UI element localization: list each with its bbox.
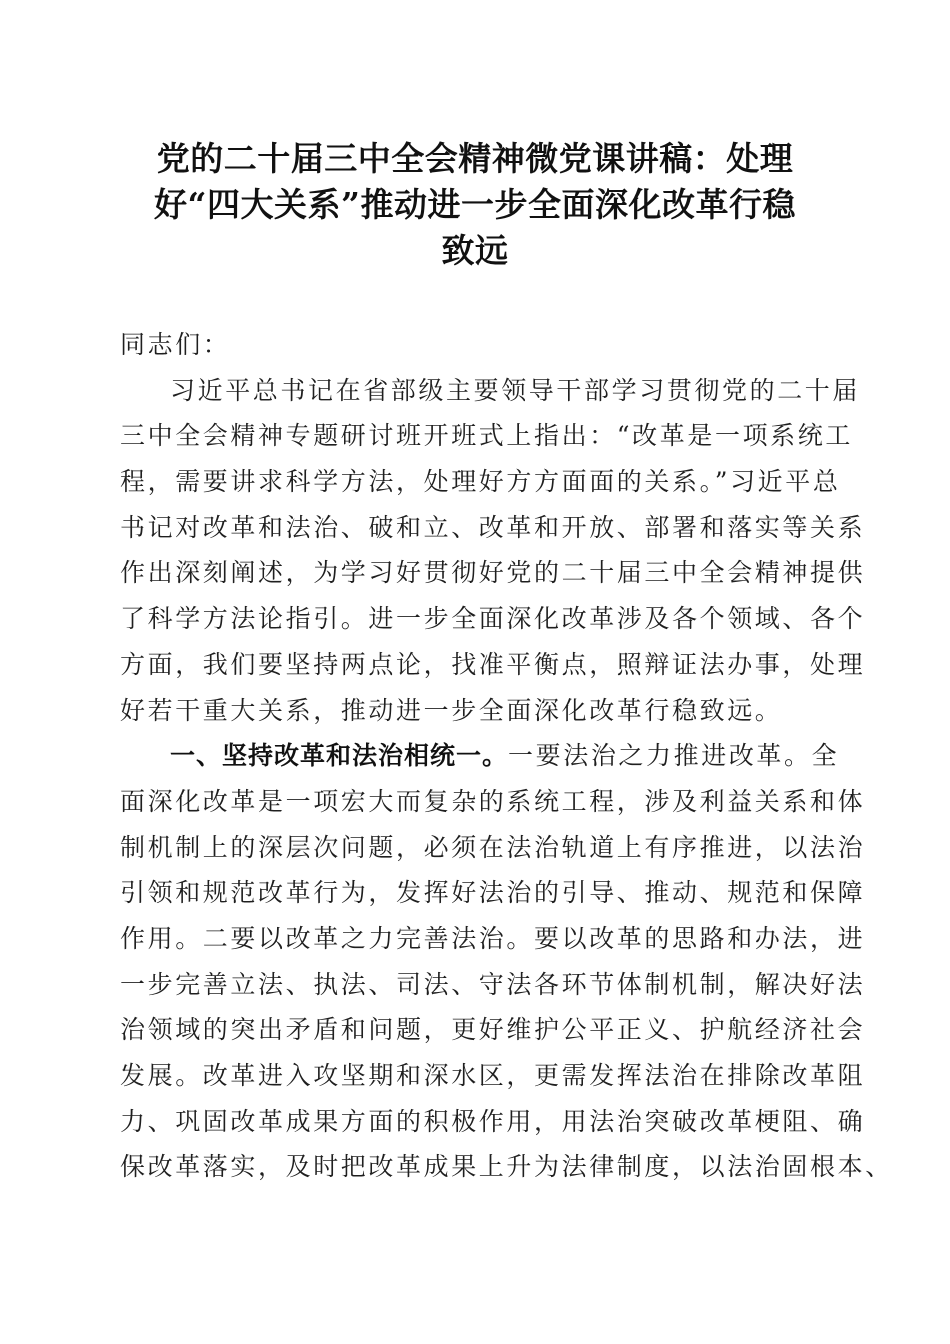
title-line: 致远 — [441, 231, 509, 270]
title-line: 好“四大关系”推动进一步全面深化改革行稳 — [154, 185, 796, 224]
paragraph-line: 好若干重大关系，推动进一步全面深化改革行稳致远。 — [120, 695, 783, 725]
paragraph-line: 了科学方法论指引。进一步全面深化改革涉及各个领域、各个 — [120, 604, 866, 634]
salutation: 同志们： — [120, 330, 231, 359]
paragraph-line: 发展。改革进入攻坚期和深水区，更需发挥法治在排除改革阻 — [120, 1061, 866, 1090]
intro-paragraph — [120, 368, 866, 734]
paragraph-line: 作出深刻阐述，为学习好贯彻好党的二十届三中全会精神提供 — [120, 558, 866, 588]
paragraph-line: 力、巩固改革成果方面的积极作用，用法治突破改革梗阻、确 — [120, 1106, 866, 1136]
document-title — [110, 136, 840, 274]
paragraph-line: 习近平总书记在省部级主要领导干部学习贯彻党的二十届 — [170, 375, 861, 405]
paragraph-line — [120, 733, 840, 779]
paragraph-line: 一步完善立法、执法、司法、守法各环节体制机制，解决好法 — [120, 969, 866, 999]
paragraph-line: 保改革落实，及时把改革成果上升为法律制度，以法治固根本、 — [120, 1152, 893, 1182]
paragraph-line: 方面，我们要坚持两点论，找准平衡点，照辩证法办事，处理 — [120, 649, 866, 679]
paragraph-line: 治领域的突出矛盾和问题，更好维护公平正义、护航经济社会 — [120, 1015, 866, 1045]
paragraph-line: 作用。二要以改革之力完善法治。要以改革的思路和办法，进 — [120, 923, 866, 953]
paragraph-line: 程，需要讲求科学方法，处理好方方面面的关系。”习近平总 — [120, 467, 841, 497]
paragraph-line: 书记对改革和法治、破和立、改革和开放、部署和落实等关系 — [120, 512, 866, 542]
title-line: 党的二十届三中全会精神微党课讲稿：处理 — [156, 139, 794, 178]
paragraph-line: 制机制上的深层次问题，必须在法治轨道上有序推进，以法治 — [120, 832, 866, 862]
section-1-first-line: 一要法治之力推进改革。全 — [508, 741, 840, 771]
paragraph-line: 引领和规范改革行为，发挥好法治的引导、推动、规范和保障 — [120, 878, 866, 908]
paragraph-line: 三中全会精神专题研讨班开班式上指出：“改革是一项系统工 — [120, 421, 853, 451]
paragraph-line: 面深化改革是一项宏大而复杂的系统工程，涉及利益关系和体 — [120, 786, 866, 816]
section-1-heading: 一、坚持改革和法治相统一。 — [170, 741, 509, 771]
document-body — [120, 322, 893, 1190]
section-1-paragraph — [120, 733, 893, 1190]
